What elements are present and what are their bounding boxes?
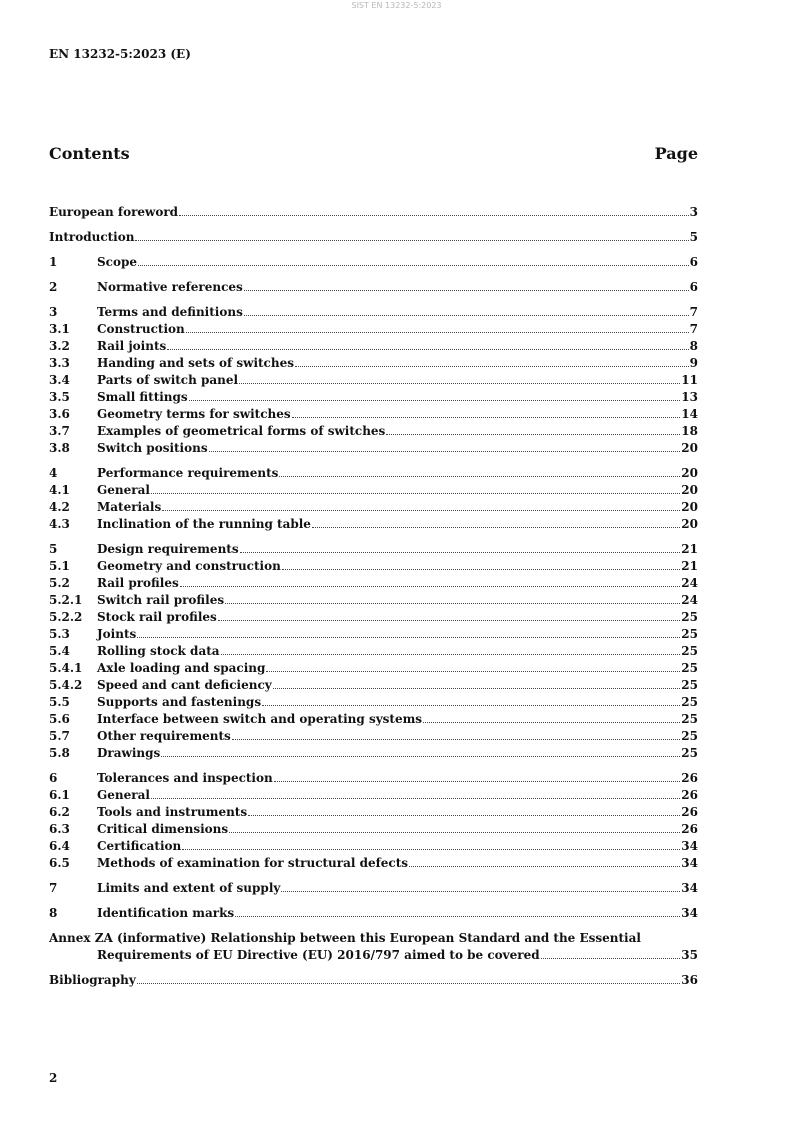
toc-entry[interactable]	[49, 626, 698, 643]
toc-entry[interactable]	[49, 499, 698, 516]
toc-page-number: 34	[681, 906, 698, 920]
toc-page-number: 26	[681, 805, 698, 819]
toc-entry-number: 4.1	[49, 483, 70, 497]
toc-entry[interactable]	[49, 880, 698, 897]
toc-page-number: 13	[681, 390, 698, 404]
toc-page-number: 5	[689, 230, 698, 244]
toc-dot-leader	[232, 728, 680, 740]
toc-entry[interactable]	[49, 643, 698, 660]
contents-title: Contents	[49, 144, 130, 163]
toc-entry-title: Bibliography	[49, 973, 136, 987]
toc-entry-number: 3.7	[49, 424, 70, 438]
toc-entry-title: European foreword	[49, 205, 179, 219]
toc-entry-title: Identification marks	[97, 906, 235, 920]
toc-dot-leader	[235, 905, 680, 917]
toc-entry[interactable]	[49, 558, 698, 575]
toc-entry-number: 3.5	[49, 390, 70, 404]
toc-dot-leader	[151, 787, 680, 799]
toc-page-number: 34	[681, 881, 698, 895]
toc-dot-leader	[409, 855, 680, 867]
toc-entry-annex-za[interactable]	[49, 930, 698, 964]
toc-dot-leader	[386, 423, 680, 435]
toc-entry[interactable]	[49, 575, 698, 592]
toc-entry[interactable]	[49, 770, 698, 787]
toc-entry[interactable]	[49, 694, 698, 711]
toc-entry[interactable]	[49, 229, 698, 246]
toc-dot-leader	[266, 660, 680, 672]
toc-dot-leader	[274, 770, 681, 782]
toc-dot-leader	[218, 609, 681, 621]
toc-page-number: 25	[681, 627, 698, 641]
toc-entry-title: Rail profiles	[97, 576, 179, 590]
toc-entry-number: 3.6	[49, 407, 70, 421]
toc-entry-number: 6.3	[49, 822, 70, 836]
toc-dot-leader	[225, 592, 680, 604]
toc-entry-number: 3.3	[49, 356, 70, 370]
toc-page-number: 25	[681, 644, 698, 658]
toc-entry[interactable]	[49, 745, 698, 762]
toc-dot-leader	[221, 643, 681, 655]
toc-dot-leader	[244, 304, 689, 316]
toc-entry-title: Construction	[97, 322, 185, 336]
toc-entry-number: 5.8	[49, 746, 70, 760]
toc-entry-title: Joints	[97, 627, 137, 641]
toc-page-number: 36	[681, 973, 698, 987]
toc-entry-number: 6	[49, 771, 58, 785]
toc-entry-number: 5.4.1	[49, 661, 83, 675]
toc-entry[interactable]	[49, 321, 698, 338]
toc-dot-leader	[423, 711, 680, 723]
toc-dot-leader	[292, 406, 681, 418]
toc-entry[interactable]	[49, 711, 698, 728]
toc-entry-number: 5.6	[49, 712, 70, 726]
toc-page-number: 3	[689, 205, 698, 219]
toc-entry[interactable]	[49, 338, 698, 355]
toc-dot-leader	[135, 229, 688, 241]
toc-entry-title: Methods of examination for structural defects	[97, 856, 409, 870]
toc-entry-number: 5.4	[49, 644, 70, 658]
toc-dot-leader	[248, 804, 680, 816]
toc-page-number: 35	[681, 948, 698, 962]
toc-page-number: 34	[681, 839, 698, 853]
toc-entry-title: Terms and definitions	[97, 305, 243, 319]
toc-dot-leader	[180, 575, 681, 587]
toc-entry-title: Inclination of the running table	[97, 517, 311, 531]
toc-page-number: 25	[681, 661, 698, 675]
toc-entry-title: Critical dimensions	[97, 822, 229, 836]
page-column-label: Page	[654, 144, 698, 163]
toc-dot-leader	[240, 541, 681, 553]
toc-entry-title: Rolling stock data	[97, 644, 220, 658]
toc-entry-number: 3.8	[49, 441, 70, 455]
toc-entry-number: 8	[49, 906, 58, 920]
toc-entry[interactable]	[49, 355, 698, 372]
toc-annex-title-line1: Annex ZA (informative) Relationship between this European Standard and the Essential	[49, 931, 641, 945]
toc-entry-number: 3.2	[49, 339, 70, 353]
toc-dot-leader	[182, 838, 680, 850]
toc-entry-number: 6.5	[49, 856, 70, 870]
toc-entry-number: 6.4	[49, 839, 70, 853]
toc-entry[interactable]	[49, 804, 698, 821]
toc-entry-title: Introduction	[49, 230, 135, 244]
toc-entry-title: Scope	[97, 255, 138, 269]
toc-entry-number: 2	[49, 280, 58, 294]
toc-page-number: 26	[681, 771, 698, 785]
toc-entry-number: 4	[49, 466, 58, 480]
toc-entry-title: Handing and sets of switches	[97, 356, 294, 370]
toc-entry-number: 5.1	[49, 559, 70, 573]
toc-entry-number: 3.4	[49, 373, 70, 387]
toc-entry[interactable]	[49, 728, 698, 745]
toc-entry-title: Performance requirements	[97, 466, 279, 480]
toc-dot-leader	[295, 355, 689, 367]
toc-entry[interactable]	[49, 279, 698, 296]
toc-entry-title: Stock rail profiles	[97, 610, 217, 624]
toc-page-number: 18	[681, 424, 698, 438]
toc-entry-number: 5.7	[49, 729, 70, 743]
toc-page-number: 9	[689, 356, 698, 370]
toc-dot-leader	[209, 440, 681, 452]
toc-entry-number: 5.2.2	[49, 610, 83, 624]
toc-entry-title: Switch positions	[97, 441, 208, 455]
toc-entry-title: Supports and fastenings	[97, 695, 262, 709]
toc-entry-number: 5	[49, 542, 58, 556]
toc-dot-leader	[161, 745, 680, 757]
toc-entry[interactable]	[49, 423, 698, 440]
toc-entry-title: Normative references	[97, 280, 243, 294]
toc-entry[interactable]	[49, 406, 698, 423]
toc-dot-leader	[273, 677, 681, 689]
toc-page-number: 26	[681, 822, 698, 836]
toc-page-number: 25	[681, 695, 698, 709]
toc-entry-title: Parts of switch panel	[97, 373, 239, 387]
toc-entry-number: 3	[49, 305, 58, 319]
toc-page-number: 25	[681, 729, 698, 743]
toc-entry-title: Examples of geometrical forms of switches	[97, 424, 386, 438]
toc-entry-title: Tools and instruments	[97, 805, 248, 819]
toc-entry-number: 1	[49, 255, 58, 269]
toc-dot-leader	[151, 482, 680, 494]
toc-entry[interactable]	[49, 677, 698, 694]
toc-page-number: 7	[689, 305, 698, 319]
toc-page-number: 20	[681, 441, 698, 455]
toc-page-number: 20	[681, 517, 698, 531]
toc-page-number: 20	[681, 466, 698, 480]
toc-entry[interactable]	[49, 440, 698, 457]
toc-entry-number: 4.2	[49, 500, 70, 514]
toc-page-number: 26	[681, 788, 698, 802]
table-of-contents	[49, 204, 698, 989]
toc-dot-leader	[179, 204, 689, 216]
toc-dot-leader	[281, 880, 680, 892]
toc-entry[interactable]	[49, 465, 698, 482]
toc-entry[interactable]	[49, 660, 698, 677]
toc-entry[interactable]	[49, 254, 698, 271]
toc-entry-number: 5.5	[49, 695, 70, 709]
toc-page-number: 20	[681, 483, 698, 497]
toc-page-number: 34	[681, 856, 698, 870]
toc-page-number: 7	[689, 322, 698, 336]
toc-entry[interactable]	[49, 592, 698, 609]
toc-dot-leader	[137, 972, 681, 984]
toc-dot-leader	[279, 465, 680, 477]
toc-entry[interactable]	[49, 787, 698, 804]
toc-entry-number: 3.1	[49, 322, 70, 336]
toc-entry-title: Limits and extent of supply	[97, 881, 281, 895]
toc-dot-leader	[138, 254, 689, 266]
toc-page-number: 11	[681, 373, 698, 387]
toc-dot-leader	[162, 499, 680, 511]
toc-entry[interactable]	[49, 482, 698, 499]
toc-entry-number: 7	[49, 881, 58, 895]
toc-entry-title: Other requirements	[97, 729, 231, 743]
toc-entry[interactable]	[49, 905, 698, 922]
page-number-footer: 2	[49, 1071, 58, 1085]
toc-dot-leader	[239, 372, 680, 384]
toc-entry[interactable]	[49, 204, 698, 221]
toc-entry-number: 6.1	[49, 788, 70, 802]
toc-annex-line2	[49, 947, 698, 964]
toc-entry-number: 5.3	[49, 627, 70, 641]
toc-page-number: 21	[681, 542, 698, 556]
toc-entry-title: Axle loading and spacing	[97, 661, 266, 675]
toc-entries	[49, 204, 698, 922]
toc-entry-title: Geometry and construction	[97, 559, 281, 573]
document-header: EN 13232-5:2023 (E)	[49, 47, 191, 61]
toc-page-number: 14	[681, 407, 698, 421]
toc-entry[interactable]	[49, 609, 698, 626]
toc-entry[interactable]	[49, 855, 698, 872]
toc-dot-leader	[189, 389, 681, 401]
toc-entry[interactable]	[49, 304, 698, 321]
toc-entry-title: Tolerances and inspection	[97, 771, 273, 785]
toc-page-number: 24	[681, 593, 698, 607]
toc-dot-leader	[229, 821, 680, 833]
toc-entry-title: Switch rail profiles	[97, 593, 225, 607]
toc-dot-leader	[312, 516, 680, 528]
toc-dot-leader	[137, 626, 680, 638]
toc-dot-leader	[167, 338, 688, 350]
toc-page-number: 8	[689, 339, 698, 353]
toc-page-number: 6	[689, 280, 698, 294]
toc-page-number: 25	[681, 712, 698, 726]
toc-entry-title: Interface between switch and operating systems	[97, 712, 423, 726]
toc-page-number: 25	[681, 678, 698, 692]
toc-entry[interactable]	[49, 838, 698, 855]
toc-entry[interactable]	[49, 389, 698, 406]
toc-entry[interactable]	[49, 372, 698, 389]
toc-dot-leader	[282, 558, 680, 570]
toc-entry-title: General	[97, 483, 150, 497]
toc-entry-title: Speed and cant deficiency	[97, 678, 272, 692]
toc-entry-number: 6.2	[49, 805, 70, 819]
toc-entry-title: Materials	[97, 500, 162, 514]
toc-entry[interactable]	[49, 516, 698, 533]
toc-entry[interactable]	[49, 541, 698, 558]
toc-dot-leader	[541, 947, 681, 959]
toc-entry-number: 5.4.2	[49, 678, 83, 692]
toc-entry-title: Rail joints	[97, 339, 167, 353]
toc-page-number: 21	[681, 559, 698, 573]
toc-page-number: 20	[681, 500, 698, 514]
toc-entry-title: Small fittings	[97, 390, 188, 404]
toc-dot-leader	[262, 694, 680, 706]
toc-page-number: 25	[681, 610, 698, 624]
toc-entry-number: 4.3	[49, 517, 70, 531]
toc-entry-title: General	[97, 788, 150, 802]
toc-entry-title: Certification	[97, 839, 182, 853]
toc-page-number: 6	[689, 255, 698, 269]
toc-dot-leader	[186, 321, 689, 333]
toc-dot-leader	[244, 279, 689, 291]
toc-annex-title-line2: Requirements of EU Directive (EU) 2016/797 aimed to be covered	[97, 948, 540, 962]
watermark: SIST EN 13232-5:2023	[351, 1, 442, 10]
toc-entry-title: Design requirements	[97, 542, 239, 556]
toc-entry[interactable]	[49, 821, 698, 838]
toc-entry-number: 5.2	[49, 576, 70, 590]
toc-entry-title: Drawings	[97, 746, 161, 760]
toc-page-number: 25	[681, 746, 698, 760]
toc-entry-number: 5.2.1	[49, 593, 83, 607]
toc-entry-bibliography[interactable]	[49, 972, 698, 989]
toc-entry-title: Geometry terms for switches	[97, 407, 291, 421]
toc-page-number: 24	[681, 576, 698, 590]
